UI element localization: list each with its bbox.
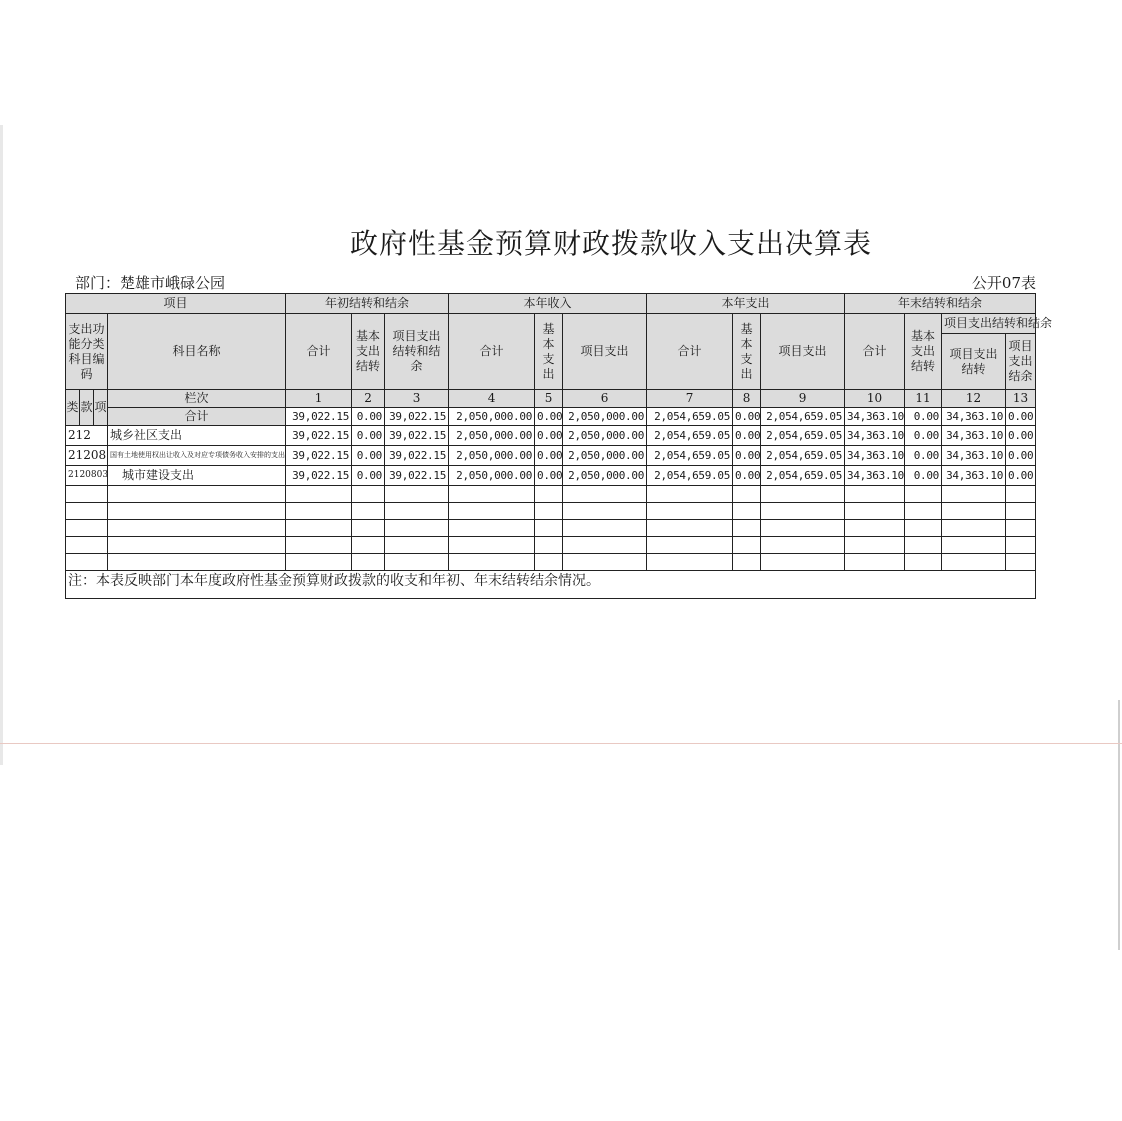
header-end-basic: 基本支出结转 (905, 314, 942, 390)
row-value: 39,022.15 (286, 466, 352, 486)
row-value: 2,054,659.05 (647, 426, 733, 446)
header-end-project-group: 项目支出结转和结余 (942, 314, 1036, 334)
header-ending: 年末结转和结余 (845, 294, 1036, 314)
form-code: 公开07表 (971, 274, 1036, 292)
row-code: 21208 (66, 446, 108, 466)
row-value: 34,363.10 (845, 408, 905, 426)
col-num: 9 (761, 390, 845, 408)
col-num: 11 (905, 390, 942, 408)
table-row (66, 426, 1036, 446)
row-value: 34,363.10 (845, 446, 905, 466)
header-xiang: 项 (94, 390, 108, 426)
header-row-5 (66, 390, 1036, 408)
row-value: 39,022.15 (385, 466, 449, 486)
empty-row (66, 537, 1036, 554)
row-code: 2120803 (66, 466, 108, 486)
header-column-index: 栏次 (108, 390, 286, 408)
row-name: 城乡社区支出 (108, 426, 286, 446)
row-value: 2,054,659.05 (761, 426, 845, 446)
row-value: 0.00 (1006, 408, 1036, 426)
header-lei: 类 (66, 390, 80, 426)
row-value: 0.00 (1006, 426, 1036, 446)
row-value: 0.00 (905, 408, 942, 426)
row-value: 0.00 (905, 446, 942, 466)
header-row-2 (66, 314, 1036, 334)
header-beginning: 年初结转和结余 (286, 294, 449, 314)
header-expense-basic: 基本支出 (733, 314, 761, 390)
row-value: 2,050,000.00 (563, 446, 647, 466)
row-value: 34,363.10 (845, 426, 905, 446)
col-num: 3 (385, 390, 449, 408)
header-expense-project: 项目支出 (761, 314, 845, 390)
page-title: 政府性基金预算财政拨款收入支出决算表 (349, 227, 872, 260)
col-num: 8 (733, 390, 761, 408)
row-value: 2,054,659.05 (761, 408, 845, 426)
row-value: 0.00 (535, 446, 563, 466)
scan-fold-line (0, 743, 1122, 744)
row-value: 2,054,659.05 (647, 446, 733, 466)
col-num: 7 (647, 390, 733, 408)
row-value: 0.00 (535, 408, 563, 426)
row-name: 国有土地使用权出让收入及对应专项债务收入安排的支出 (108, 446, 286, 466)
header-income-project: 项目支出 (563, 314, 647, 390)
row-value: 2,050,000.00 (449, 426, 535, 446)
row-value: 0.00 (733, 446, 761, 466)
row-value: 2,050,000.00 (449, 446, 535, 466)
row-value: 34,363.10 (845, 466, 905, 486)
col-num: 1 (286, 390, 352, 408)
table-row (66, 466, 1036, 486)
col-num: 5 (535, 390, 563, 408)
row-value: 0.00 (535, 426, 563, 446)
header-income: 本年收入 (449, 294, 647, 314)
row-value: 2,050,000.00 (449, 466, 535, 486)
row-value: 39,022.15 (286, 446, 352, 466)
header-row-1 (66, 294, 1036, 314)
table-row (66, 446, 1036, 466)
row-value: 0.00 (352, 426, 385, 446)
empty-row (66, 486, 1036, 503)
header-begin-total: 合计 (286, 314, 352, 390)
row-value: 34,363.10 (942, 426, 1006, 446)
row-value: 0.00 (1006, 446, 1036, 466)
row-value: 34,363.10 (942, 446, 1006, 466)
col-num: 13 (1006, 390, 1036, 408)
budget-table (65, 293, 1053, 599)
header-end-total: 合计 (845, 314, 905, 390)
row-value: 0.00 (535, 466, 563, 486)
row-name: 城市建设支出 (108, 466, 286, 486)
row-value: 39,022.15 (385, 426, 449, 446)
row-value: 0.00 (352, 466, 385, 486)
row-value: 39,022.15 (385, 408, 449, 426)
col-num: 12 (942, 390, 1006, 408)
row-name: 合计 (108, 408, 286, 426)
col-num: 4 (449, 390, 535, 408)
header-project: 项目 (66, 294, 286, 314)
header-begin-project: 项目支出结转和结余 (385, 314, 449, 390)
row-value: 2,050,000.00 (563, 426, 647, 446)
row-value: 0.00 (733, 466, 761, 486)
row-value: 2,050,000.00 (563, 466, 647, 486)
header-income-basic: 基本支出 (535, 314, 563, 390)
row-value: 39,022.15 (385, 446, 449, 466)
row-code: 212 (66, 426, 108, 446)
row-value: 2,054,659.05 (647, 408, 733, 426)
empty-row (66, 503, 1036, 520)
scan-edge-left (0, 125, 3, 765)
row-value: 34,363.10 (942, 466, 1006, 486)
col-num: 2 (352, 390, 385, 408)
header-expense: 本年支出 (647, 294, 845, 314)
header-end-proj-balance: 项目支出结余 (1006, 334, 1036, 390)
header-expense-total: 合计 (647, 314, 733, 390)
col-num: 10 (845, 390, 905, 408)
table-row-total (66, 408, 1036, 426)
header-end-proj-carry: 项目支出结转 (942, 334, 1006, 390)
note-row (66, 571, 1036, 599)
header-income-total: 合计 (449, 314, 535, 390)
header-kuan: 款 (80, 390, 94, 426)
row-value: 2,050,000.00 (449, 408, 535, 426)
row-value: 39,022.15 (286, 426, 352, 446)
header-func-code: 支出功能分类科目编码 (66, 314, 108, 390)
table-note: 注：本表反映部门本年度政府性基金预算财政拨款的收支和年初、年末结转结余情况。 (66, 571, 1036, 599)
empty-row (66, 554, 1036, 571)
row-value: 0.00 (905, 426, 942, 446)
row-value: 2,054,659.05 (761, 466, 845, 486)
row-value: 0.00 (905, 466, 942, 486)
row-value: 34,363.10 (942, 408, 1006, 426)
row-value: 0.00 (352, 408, 385, 426)
budget-table-container (65, 293, 1053, 599)
row-value: 2,054,659.05 (647, 466, 733, 486)
row-value: 0.00 (733, 426, 761, 446)
row-value: 0.00 (1006, 466, 1036, 486)
header-subject-name: 科目名称 (108, 314, 286, 390)
empty-row (66, 520, 1036, 537)
col-num: 6 (563, 390, 647, 408)
scan-edge-right (1118, 700, 1120, 950)
row-value: 0.00 (352, 446, 385, 466)
department-label: 部门：楚雄市峨碌公园 (75, 274, 226, 292)
row-value: 2,054,659.05 (761, 446, 845, 466)
header-begin-basic: 基本支出结转 (352, 314, 385, 390)
row-value: 2,050,000.00 (563, 408, 647, 426)
row-value: 0.00 (733, 408, 761, 426)
row-value: 39,022.15 (286, 408, 352, 426)
